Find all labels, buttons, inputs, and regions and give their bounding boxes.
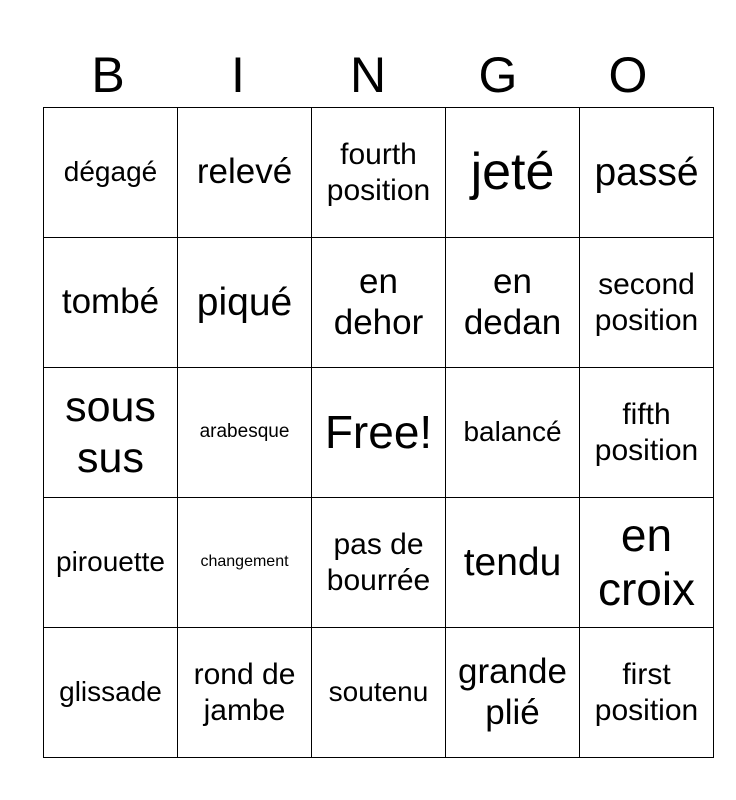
bingo-cell: dégagé [44,108,178,238]
bingo-cell: tombé [44,238,178,368]
bingo-cell: relevé [178,108,312,238]
bingo-cell: second position [580,238,714,368]
bingo-cell: fourth position [312,108,446,238]
board-row [44,368,714,498]
board-row [44,238,714,368]
bingo-cell: soutenu [312,628,446,758]
bingo-cell: pas de bourrée [312,498,446,628]
bingo-cell: piqué [178,238,312,368]
free-space: Free! [312,368,446,498]
header-letter-o: O [608,47,648,103]
bingo-cell: passé [580,108,714,238]
bingo-cell: arabesque [178,368,312,498]
bingo-cell: en croix [580,498,714,628]
header-letter-b: B [91,47,125,103]
bingo-cell: balancé [446,368,580,498]
bingo-cell: fifth position [580,368,714,498]
bingo-cell: tendu [446,498,580,628]
bingo-cell: sous sus [44,368,178,498]
board-row [44,498,714,628]
bingo-cell: glissade [44,628,178,758]
header-letter-g: G [478,47,518,103]
bingo-cell: pirouette [44,498,178,628]
header-letter-n: N [349,47,387,103]
bingo-cell: en dedan [446,238,580,368]
board-row [44,628,714,758]
header-letter-i: I [231,47,245,103]
bingo-cell: en dehor [312,238,446,368]
board-row [44,108,714,238]
bingo-cell: changement [178,498,312,628]
bingo-board [43,107,714,758]
bingo-cell: rond de jambe [178,628,312,758]
bingo-cell: first position [580,628,714,758]
bingo-header [43,44,693,106]
bingo-cell: jeté [446,108,580,238]
bingo-cell: grande plié [446,628,580,758]
